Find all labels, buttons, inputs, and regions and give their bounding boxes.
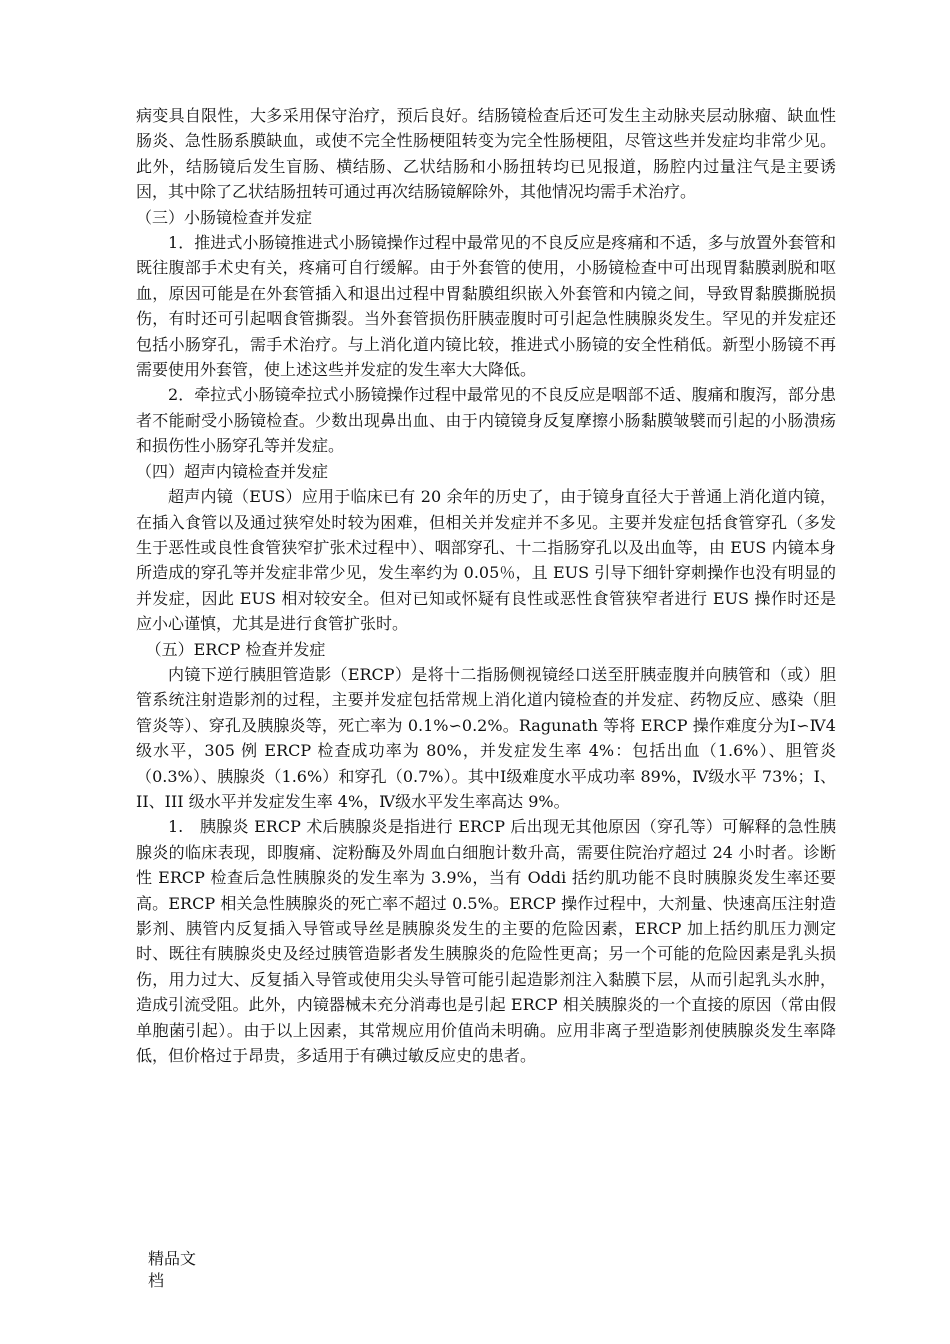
paragraph-ercp: 内镜下逆行胰胆管造影（ERCP）是将十二指肠侧视镜经口送至肝胰壶腹并向胰管和（或）胆管系统注射造影剂的过程，主要并发症包括常规上消化道内镜检查的并发症、药物反应、感染（胆管炎等）、穿孔及胰腺炎等，死亡率为 0.1%∽0.2%。Ragunath 等将 ERCP 操作难度分为Ⅰ∽Ⅳ4 级水平，305 例 ERCP 检查成功率为 80%，并发症发生率 4%：包括出血（1.6%）、胆管炎（0.3%）、胰腺炎（1.6%）和穿孔（0.7%）。其中Ⅰ级难度水平成功率 89%，Ⅳ级水平 73%；Ⅰ、II、III 级水平并发症发生率 4%，Ⅳ级水平发生率高达 9%。 <box>136 664 836 811</box>
heading-ercp-complications: （五）ERCP 检查并发症 <box>145 639 326 659</box>
paragraph-colonoscopy-complications: 病变具自限性，大多采用保守治疗，预后良好。结肠镜检查后还可发生主动脉夹层动脉瘤、缺血性肠炎、急性肠系膜缺血，或使不完全性肠梗阻转变为完全性肠梗阻，尽管这些并发症均非常少见。此外，结肠镜后发生盲肠、横结肠、乙状结肠和小肠扭转均已见报道，肠腔内过量注气是主要诱因，其中除了乙状结肠扭转可通过再次结肠镜解除外，其他情况均需手术治疗。 <box>136 106 836 202</box>
heading-enteroscopy-complications: （三）小肠镜检查并发症 <box>136 207 313 227</box>
heading-eus-complications: （四）超声内镜检查并发症 <box>136 461 329 481</box>
footer-watermark: 精品文档 <box>148 1249 197 1290</box>
document-body <box>136 103 836 1068</box>
paragraph-eus: 超声内镜（EUS）应用于临床已有 20 余年的历史了，由于镜身直径大于普通上消化道内镜，在插入食管以及通过狭窄处时较为困难，但相关并发症并不多见。主要并发症包括食管穿孔（多发生于恶性或良性食管狭窄扩张术过程中）、咽部穿孔、十二指肠穿孔以及出血等，由 EUS 内镜本身所造成的穿孔等并发症非常少见，发生率约为 0.05％，且 EUS 引导下细针穿刺操作也没有明显的并发症，因此 EUS 相对较安全。但对已知或怀疑有良性或恶性食管狭窄者进行 EUS 操作时还是应小心谨慎，尤其是进行食管扩张时。 <box>136 487 836 634</box>
paragraph-ercp-pancreatitis: 1. 胰腺炎 ERCP 术后胰腺炎是指进行 ERCP 后出现无其他原因（穿孔等）可解释的急性胰腺炎的临床表现，即腹痛、淀粉酶及外周血白细胞计数升高，需要住院治疗超过 24 小时者。诊断性 ERCP 检查后急性胰腺炎的发生率为 3.9%，当有 Oddi 括约肌功能不良时胰腺炎发生率还要高。ERCP 相关急性胰腺炎的死亡率不超过 0.5%。ERCP 操作过程中，大剂量、快速高压注射造影剂、胰管内反复插入导管或导丝是胰腺炎发生的主要的危险因素，ERCP 加上括约肌压力测定时、既往有胰腺炎史及经过胰管造影者发生胰腺炎的危险性更高；另一个可能的危险因素是乳头损伤，用力过大、反复插入导管或使用尖头导管可能引起造影剂注入黏膜下层，从而引起乳头水肿，造成引流受阻。此外，内镜器械未充分消毒也是引起 ERCP 相关胰腺炎的一个直接的原因（常由假单胞菌引起）。由于以上因素，其常规应用价值尚未明确。应用非离子型造影剂使胰腺炎发生率降低，但价格过于昂贵，多适用于有碘过敏反应史的患者。 <box>136 817 836 1066</box>
paragraph-pull-enteroscopy: 2．牵拉式小肠镜牵拉式小肠镜操作过程中最常见的不良反应是咽部不适、腹痛和腹泻，部分患者不能耐受小肠镜检查。少数出现鼻出血、由于内镜镜身反复摩擦小肠黏膜皱襞而引起的小肠溃疡和损伤性小肠穿孔等并发症。 <box>136 385 836 456</box>
paragraph-push-enteroscopy: 1．推进式小肠镜推进式小肠镜操作过程中最常见的不良反应是疼痛和不适，多与放置外套管和既往腹部手术史有关，疼痛可自行缓解。由于外套管的使用，小肠镜检查中可出现胃黏膜剥脱和呕血，原因可能是在外套管插入和退出过程中胃黏膜组织嵌入外套管和内镜之间，导致胃黏膜撕脱损伤，有时还可引起咽食管撕裂。当外套管损伤肝胰壶腹时可引起急性胰腺炎发生。罕见的并发症还包括小肠穿孔，需手术治疗。与上消化道内镜比较，推进式小肠镜的安全性稍低。新型小肠镜不再需要使用外套管，使上述这些并发症的发生率大大降低。 <box>136 233 836 380</box>
